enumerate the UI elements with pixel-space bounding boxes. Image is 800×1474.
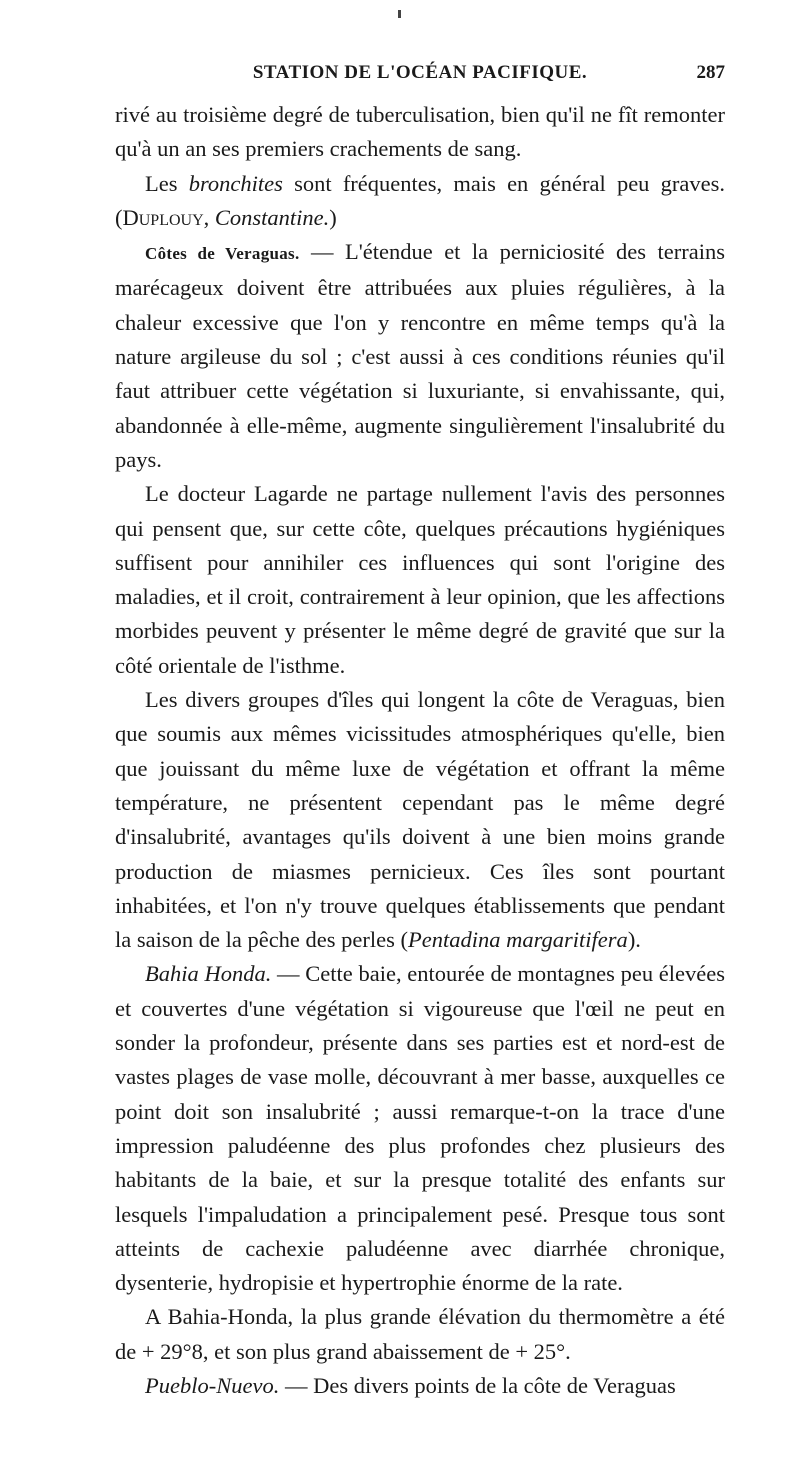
paragraph-text: — Des divers points de la côte de Veraguas	[279, 1372, 676, 1398]
paragraph-iles	[115, 683, 725, 957]
print-mark	[398, 10, 401, 18]
paragraph-text: Les divers groupes d'îles qui longent la côte de Veraguas, bien que soumis aux mêmes vicissitudes atmosphériques qu'elle, bien que jouissant du même luxe de végétation et offrant la même température, ne présentent cependant pas le même degré d'insalubrité, avantages qu'ils doivent à une bien moins grande production de miasmes pernicieux. Ces îles sont pourtant inhabitées, et l'on n'y trouve quelques établissements que pendant la saison de la pêche des perles (	[115, 687, 725, 953]
author-name: Duplouy	[122, 204, 204, 230]
paragraph-veraguas	[115, 235, 725, 477]
paragraph-bahia-honda	[115, 957, 725, 1300]
paragraph-lagarde	[115, 477, 725, 683]
paragraph-text: — Cette baie, entourée de montagnes peu élevées et couvertes d'une végétation si vigoureuse que l'œil ne peut en sonder la profondeur, présente dans ses parties est et nord-est de vastes plages de vase molle, découvrant à mer basse, auxquelles ce point doit son insalubrité ; aussi remarque-t-on la trace d'une impression paludéenne des plus profondes chez plusieurs des habitants de la baie, et sur la presque totalité des enfants sur lesquels l'impaludation a principalement pesé. Presque tous sont atteints de cachexie paludéenne avec diarrhée chronique, dysenterie, hydropisie et hypertrophie énorme de la rate.	[115, 961, 725, 1296]
species-name: Pentadina margaritifera	[408, 927, 628, 953]
paragraph-text: ).	[627, 927, 641, 953]
paragraph-text: sont fréquentes, mais en général peu graves. (	[115, 170, 725, 230]
paragraph-continuation	[115, 98, 725, 167]
paragraph-text: — L'étendue et la perniciosité des terrains marécageux doivent être attribuées aux pluies régulières, à la chaleur excessive que l'on y rencontre en même temps qu'à la nature argileuse du sol ; c'est aussi à ces conditions réunies qu'il faut attribuer cette végétation si luxuriante, si envahissante, qui, abandonnée à elle-même, augmente singulièrement l'insalubrité du pays.	[115, 239, 725, 472]
body-text	[115, 98, 725, 1403]
section-runin-heading: Côtes de Veraguas.	[145, 244, 300, 264]
paragraph-text: rivé au troisième degré de tuberculisation, bien qu'il ne fît remonter qu'à un an ses premiers crachements de sang.	[115, 102, 725, 162]
italic-term: bronchites	[188, 170, 283, 196]
paragraph-text: Le docteur Lagarde ne partage nullement l'avis des personnes qui pensent que, sur cette côte, quelques précautions hygiéniques suffisent pour annihiler ces influences qui sont l'origine des maladies, et il croit, contrairement à leur opinion, que les affections morbides peuvent y présenter le même degré de gravité que sur la côté orientale de l'isthme.	[115, 481, 725, 678]
source-location: Constantine.	[214, 204, 330, 230]
paragraph-text: Les	[145, 170, 189, 196]
paragraph-thermometre	[115, 1300, 725, 1369]
paragraph-text: )	[329, 204, 337, 230]
place-heading: Bahia Honda.	[145, 961, 272, 987]
paragraph-bronchites: Les bronchites sont fréquentes, mais en général peu graves. (Duplouy, Constantine.)	[115, 170, 725, 230]
paragraph-pueblo-nuevo	[115, 1369, 725, 1403]
running-title: STATION DE L'OCÉAN PACIFIQUE.	[252, 62, 588, 83]
paragraph-text: A Bahia-Honda, la plus grande élévation du thermomètre a été de + 29°8, et son plus grand abaissement de + 25°.	[115, 1304, 725, 1364]
place-heading: Pueblo-Nuevo.	[145, 1372, 280, 1398]
running-header	[115, 60, 725, 90]
page-number: 287	[696, 62, 725, 83]
